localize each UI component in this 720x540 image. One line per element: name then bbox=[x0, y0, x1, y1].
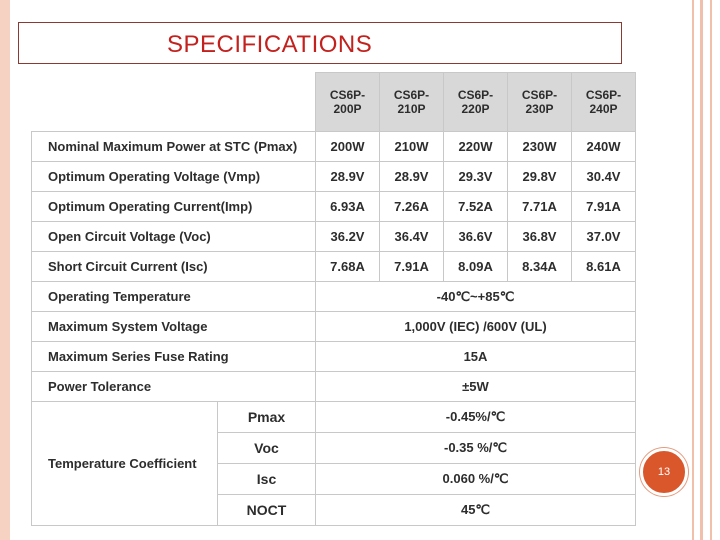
table-row bbox=[32, 342, 636, 372]
cell-value: 29.3V bbox=[444, 162, 508, 192]
cell-value: 240W bbox=[572, 132, 636, 162]
model-header: CS6P-220P bbox=[444, 73, 508, 132]
cell-value: ±5W bbox=[316, 372, 636, 402]
cell-value: 7.71A bbox=[508, 192, 572, 222]
sub-label: Pmax bbox=[218, 402, 316, 433]
row-label: Maximum Series Fuse Rating bbox=[32, 342, 316, 372]
cell-value: -40℃~+85℃ bbox=[316, 282, 636, 312]
cell-value: 220W bbox=[444, 132, 508, 162]
row-label: Optimum Operating Voltage (Vmp) bbox=[32, 162, 316, 192]
cell-value: 36.4V bbox=[380, 222, 444, 252]
cell-value: 36.8V bbox=[508, 222, 572, 252]
cell-value: 45℃ bbox=[316, 495, 636, 526]
left-border-decoration bbox=[0, 0, 10, 540]
table-row bbox=[32, 402, 636, 433]
cell-value: 15A bbox=[316, 342, 636, 372]
page-number-badge: 13 bbox=[640, 448, 688, 496]
cell-value: 37.0V bbox=[572, 222, 636, 252]
cell-value: 230W bbox=[508, 132, 572, 162]
cell-value: 8.61A bbox=[572, 252, 636, 282]
sub-label: NOCT bbox=[218, 495, 316, 526]
page-title: SPECIFICATIONS bbox=[167, 31, 373, 58]
table-row bbox=[32, 162, 636, 192]
model-header: CS6P-240P bbox=[572, 73, 636, 132]
cell-value: 8.09A bbox=[444, 252, 508, 282]
model-header: CS6P-230P bbox=[508, 73, 572, 132]
specifications-table bbox=[31, 72, 636, 526]
table-row bbox=[32, 252, 636, 282]
cell-value: 7.68A bbox=[316, 252, 380, 282]
table-row bbox=[32, 282, 636, 312]
model-header: CS6P-210P bbox=[380, 73, 444, 132]
sub-label: Voc bbox=[218, 433, 316, 464]
model-header: CS6P-200P bbox=[316, 73, 380, 132]
row-label: Short Circuit Current (Isc) bbox=[32, 252, 316, 282]
table-row bbox=[32, 192, 636, 222]
row-label: Optimum Operating Current(Imp) bbox=[32, 192, 316, 222]
title-box bbox=[18, 22, 622, 64]
cell-value: 7.52A bbox=[444, 192, 508, 222]
cell-value: 7.91A bbox=[572, 192, 636, 222]
cell-value: 7.91A bbox=[380, 252, 444, 282]
cell-value: 28.9V bbox=[316, 162, 380, 192]
cell-value: 8.34A bbox=[508, 252, 572, 282]
cell-value: -0.35 %/℃ bbox=[316, 433, 636, 464]
header-row bbox=[32, 73, 636, 132]
cell-value: 30.4V bbox=[572, 162, 636, 192]
header-blank bbox=[32, 73, 316, 132]
cell-value: 200W bbox=[316, 132, 380, 162]
sub-label: Isc bbox=[218, 464, 316, 495]
cell-value: 36.2V bbox=[316, 222, 380, 252]
row-label: Nominal Maximum Power at STC (Pmax) bbox=[32, 132, 316, 162]
cell-value: 36.6V bbox=[444, 222, 508, 252]
cell-value: 6.93A bbox=[316, 192, 380, 222]
table-row bbox=[32, 372, 636, 402]
row-label: Power Tolerance bbox=[32, 372, 316, 402]
table-row bbox=[32, 132, 636, 162]
table-row bbox=[32, 222, 636, 252]
cell-value: 7.26A bbox=[380, 192, 444, 222]
row-label: Temperature Coefficient bbox=[32, 402, 218, 526]
row-label: Open Circuit Voltage (Voc) bbox=[32, 222, 316, 252]
cell-value: 210W bbox=[380, 132, 444, 162]
cell-value: 29.8V bbox=[508, 162, 572, 192]
row-label: Operating Temperature bbox=[32, 282, 316, 312]
table-row bbox=[32, 312, 636, 342]
right-border-decoration bbox=[688, 0, 720, 540]
cell-value: 0.060 %/℃ bbox=[316, 464, 636, 495]
cell-value: 1,000V (IEC) /600V (UL) bbox=[316, 312, 636, 342]
cell-value: 28.9V bbox=[380, 162, 444, 192]
row-label: Maximum System Voltage bbox=[32, 312, 316, 342]
cell-value: -0.45%/℃ bbox=[316, 402, 636, 433]
